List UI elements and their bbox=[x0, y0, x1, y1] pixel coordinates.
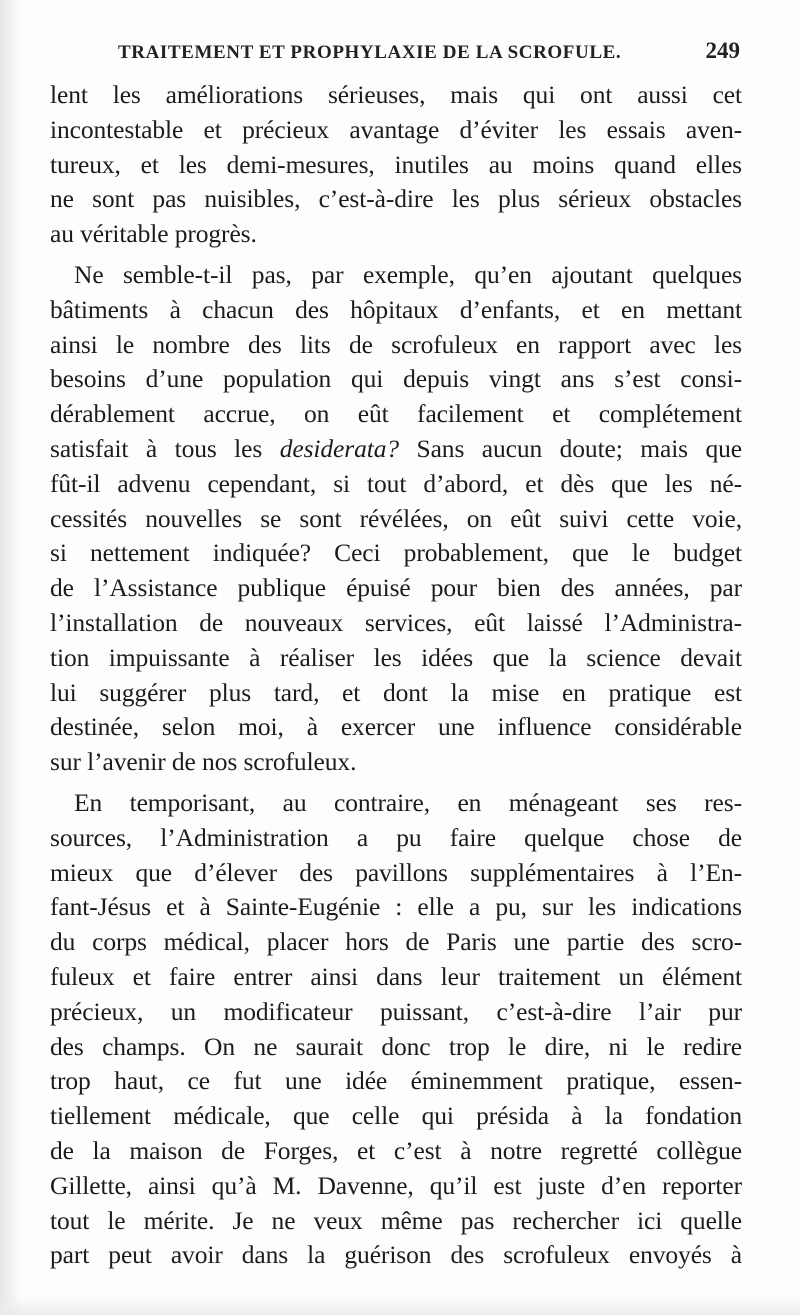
text-line: lent les améliorations sérieuses, mais qui ont aussi cet bbox=[50, 80, 742, 109]
text-line: si nettement indiquée? Ceci probablement, que le budget bbox=[50, 538, 742, 568]
text-line: ne sont pas nuisibles, c’est-à-dire les plus sérieux obstacles bbox=[50, 184, 742, 214]
paragraph-3 bbox=[50, 786, 742, 1273]
text-line: tion impuissante à réaliser les idées que la science devait bbox=[50, 642, 742, 672]
text-segment: Sans aucun doute; mais que bbox=[399, 433, 743, 463]
running-header bbox=[118, 38, 740, 72]
text-line: précieux, un modificateur puissant, c’est-à-dire l’air pur bbox=[50, 996, 742, 1026]
text-line: trop haut, ce fut une idée éminemment pratique, essen- bbox=[50, 1066, 742, 1096]
text-line: En temporisant, au contraire, en ménageant ses res- bbox=[74, 787, 742, 817]
text-line: lui suggérer plus tard, et dont la mise en pratique est bbox=[50, 677, 742, 707]
text-line: du corps médical, placer hors de Paris une partie des scro- bbox=[50, 927, 742, 957]
running-title: TRAITEMENT ET PROPHYLAXIE DE LA SCROFULE. bbox=[118, 42, 622, 63]
text-line: Gillette, ainsi qu’à M. Davenne, qu’il est juste d’en reporter bbox=[50, 1170, 742, 1200]
text-line: cessités nouvelles se sont révélées, on eût suivi cette voie, bbox=[50, 503, 742, 533]
text-line: fant-Jésus et à Sainte-Eugénie : elle a pu, sur les indications bbox=[50, 892, 742, 922]
text-line: tout le mérite. Je ne veux même pas rechercher ici quelle bbox=[50, 1205, 742, 1235]
text-line: besoins d’une population qui depuis vingt ans s’est consi- bbox=[50, 364, 742, 394]
italic-term: desiderata? bbox=[279, 433, 400, 463]
text-line: des champs. On ne saurait donc trop le dire, ni le redire bbox=[50, 1031, 742, 1061]
text-line: sources, l’Administration a pu faire quelque chose de bbox=[50, 822, 742, 852]
text-line: au véritable progrès. bbox=[50, 219, 257, 249]
text-line: de la maison de Forges, et c’est à notre regretté collègue bbox=[50, 1135, 742, 1165]
text-line-with-italic bbox=[50, 432, 742, 467]
page-number: 249 bbox=[705, 38, 740, 63]
text-line: incontestable et précieux avantage d’éviter les essais aven- bbox=[50, 114, 742, 144]
text-line: tureux, et les demi-mesures, inutiles au moins quand elles bbox=[50, 149, 742, 179]
text-line: sur l’avenir de nos scrofuleux. bbox=[50, 747, 357, 777]
page-edge-shadow-bottom bbox=[0, 1297, 800, 1315]
text-line: destinée, selon moi, à exercer une influence considérable bbox=[50, 712, 742, 742]
text-line: bâtiments à chacun des hôpitaux d’enfants, et en mettant bbox=[50, 294, 742, 324]
text-line: ainsi le nombre des lits de scrofuleux en rapport avec les bbox=[50, 329, 742, 359]
text-segment: satisfait à tous les bbox=[50, 433, 280, 463]
text-line: dérablement accrue, on eût facilement et complétement bbox=[50, 399, 742, 429]
page-edge-shadow-left bbox=[0, 0, 22, 1315]
text-line: mieux que d’élever des pavillons supplémentaires à l’En- bbox=[50, 857, 742, 887]
text-line: fuleux et faire entrer ainsi dans leur traitement un élément bbox=[50, 961, 742, 991]
text-line: Ne semble-t-il pas, par exemple, qu’en ajoutant quelques bbox=[74, 259, 742, 289]
text-line: part peut avoir dans la guérison des scrofuleux envoyés à bbox=[50, 1240, 742, 1270]
body-text bbox=[50, 78, 742, 1273]
paragraph-1 bbox=[50, 78, 742, 252]
paragraph-2 bbox=[50, 258, 742, 780]
text-line: l’installation de nouveaux services, eût laissé l’Administra- bbox=[50, 607, 742, 637]
text-line: tiellement médicale, que celle qui présida à la fondation bbox=[50, 1101, 742, 1131]
text-line: de l’Assistance publique épuisé pour bien des années, par bbox=[50, 573, 742, 603]
text-line: fût-il advenu cependant, si tout d’abord, et dès que les né- bbox=[50, 468, 742, 498]
